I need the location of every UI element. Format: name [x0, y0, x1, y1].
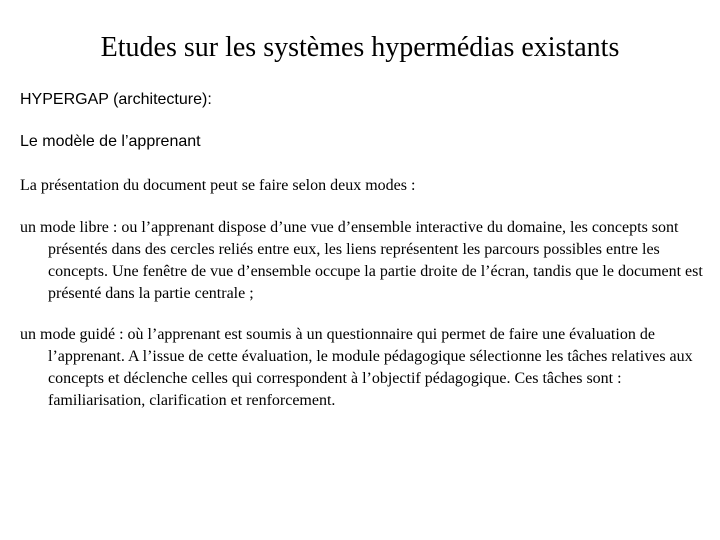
subsection-heading: Le modèle de l’apprenant — [20, 133, 201, 150]
mode-libre-paragraph: un mode libre : ou l’apprenant dispose d’une vue d’ensemble interactive du domaine, les concepts sont présentés dans des cercles reliés entre eux, les liens représentent les parcours possibles entre les concepts. Une fenêtre de vue d’ensemble occupe la partie droite de l’écran, tandis que le document est présenté dans la partie centrale ; — [20, 219, 703, 302]
intro-paragraph: La présentation du document peut se faire selon deux modes : — [20, 177, 416, 194]
slide-title: Etudes sur les systèmes hypermédias existants — [100, 32, 620, 63]
mode-guide-paragraph: un mode guidé : où l’apprenant est soumis à un questionnaire qui permet de faire une évaluation de l’apprenant. A l’issue de cette évaluation, le module pédagogique sélectionne les tâches relatives aux concepts et déclenche celles qui correspondent à l’objectif pédagogique. Ces tâches sont : familiarisation, clarification et renforcement. — [20, 326, 693, 409]
section-heading: HYPERGAP (architecture): — [20, 91, 212, 108]
